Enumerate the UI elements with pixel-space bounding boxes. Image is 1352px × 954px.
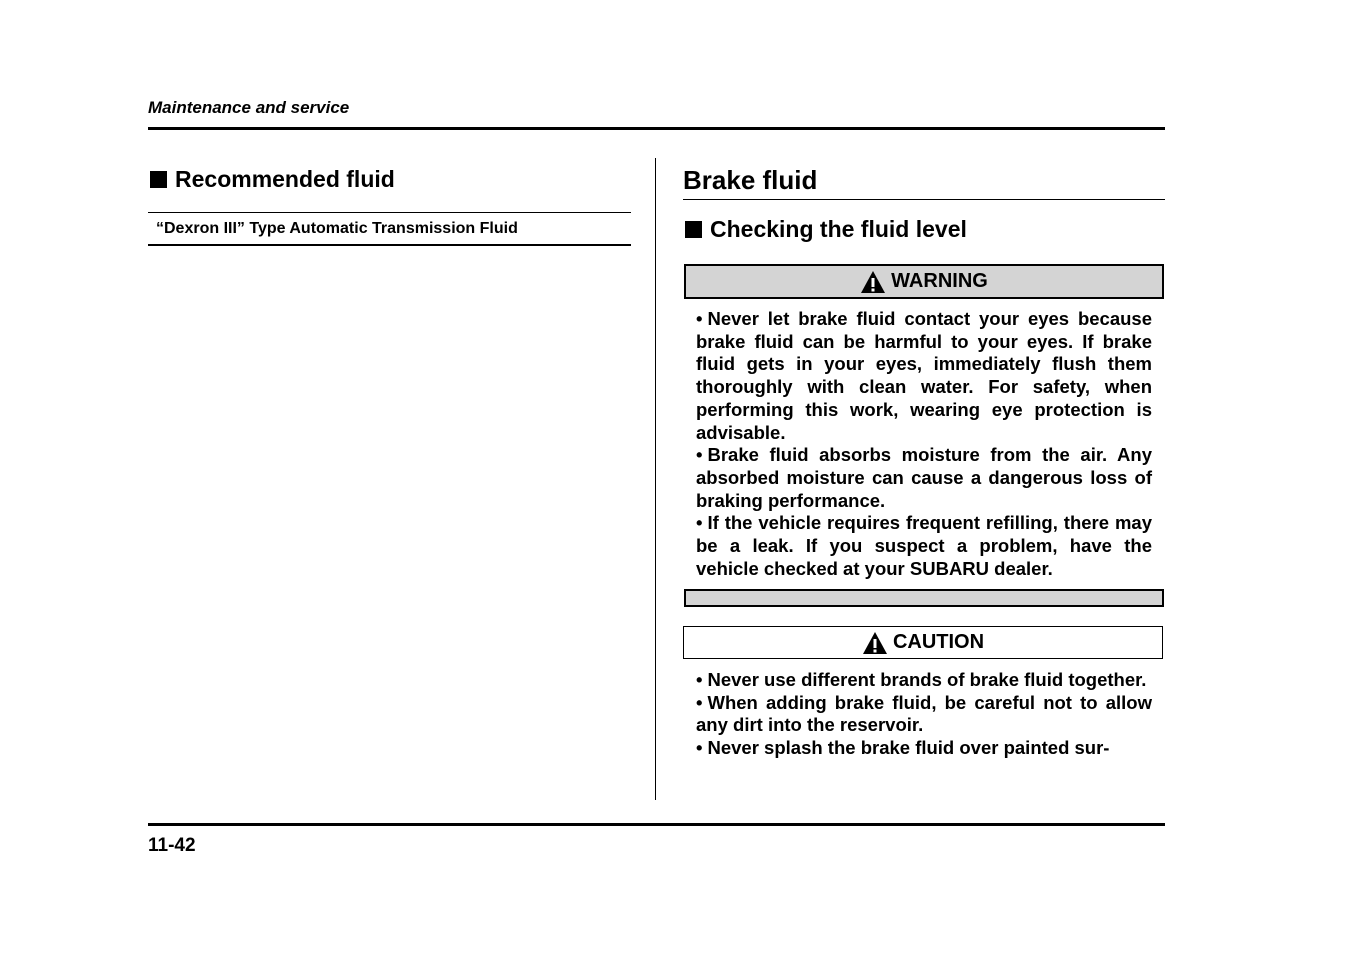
warning-item: • Never let brake fluid contact your eyes because brake fluid can be harmful to your eyes. If brake fluid gets in your eyes, immediately flush them thoroughly with clean water. For safety, when performing this work, wearing eye protection is advisable. <box>696 308 1152 443</box>
bullet-icon: • <box>696 444 703 466</box>
checking-fluid-level-heading-text: Checking the fluid level <box>710 216 967 242</box>
warning-label: WARNING <box>891 270 988 292</box>
bullet-icon: • <box>696 737 703 759</box>
black-square-icon <box>150 171 167 188</box>
black-square-icon <box>685 221 702 238</box>
warning-item: • If the vehicle requires frequent refilling, there may be a leak. If you suspect a problem, have the vehicle checked at your SUBARU dealer. <box>696 512 1152 579</box>
caution-body <box>696 669 1152 760</box>
caution-item: • Never splash the brake fluid over painted sur- <box>696 737 1110 759</box>
warning-triangle-icon <box>860 270 886 294</box>
warning-body <box>696 308 1152 580</box>
caution-label: CAUTION <box>892 631 985 653</box>
bullet-icon: • <box>696 669 703 690</box>
caution-item: • When adding brake fluid, be careful not to allow any dirt into the reservoir. <box>696 691 1152 736</box>
bullet-icon: • <box>696 308 703 329</box>
bullet-icon: • <box>696 691 703 713</box>
warning-item: • Brake fluid absorbs moisture from the air. Any absorbed moisture can cause a dangerous loss of braking performance. <box>696 444 1152 511</box>
recommended-fluid-heading <box>150 166 395 193</box>
warning-triangle-icon <box>862 631 888 655</box>
fluid-table-cell: “Dexron III” Type Automatic Transmission Fluid <box>156 220 518 237</box>
column-divider <box>655 158 656 800</box>
warning-footer-bar <box>684 589 1164 607</box>
page-number: 11-42 <box>148 835 196 856</box>
recommended-fluid-heading-text: Recommended fluid <box>175 166 395 192</box>
bullet-icon: • <box>696 512 703 534</box>
page-title: Brake fluid <box>683 165 818 195</box>
warning-header <box>684 264 1164 299</box>
caution-item: • Never use different brands of brake fluid together. <box>696 669 1147 690</box>
footer-rule <box>148 823 1165 826</box>
header-rule <box>148 127 1165 130</box>
recommended-fluid-table <box>148 212 631 246</box>
checking-fluid-level-heading <box>685 216 967 243</box>
title-rule <box>683 199 1165 200</box>
section-header: Maintenance and service <box>148 98 350 117</box>
caution-header <box>683 626 1163 659</box>
